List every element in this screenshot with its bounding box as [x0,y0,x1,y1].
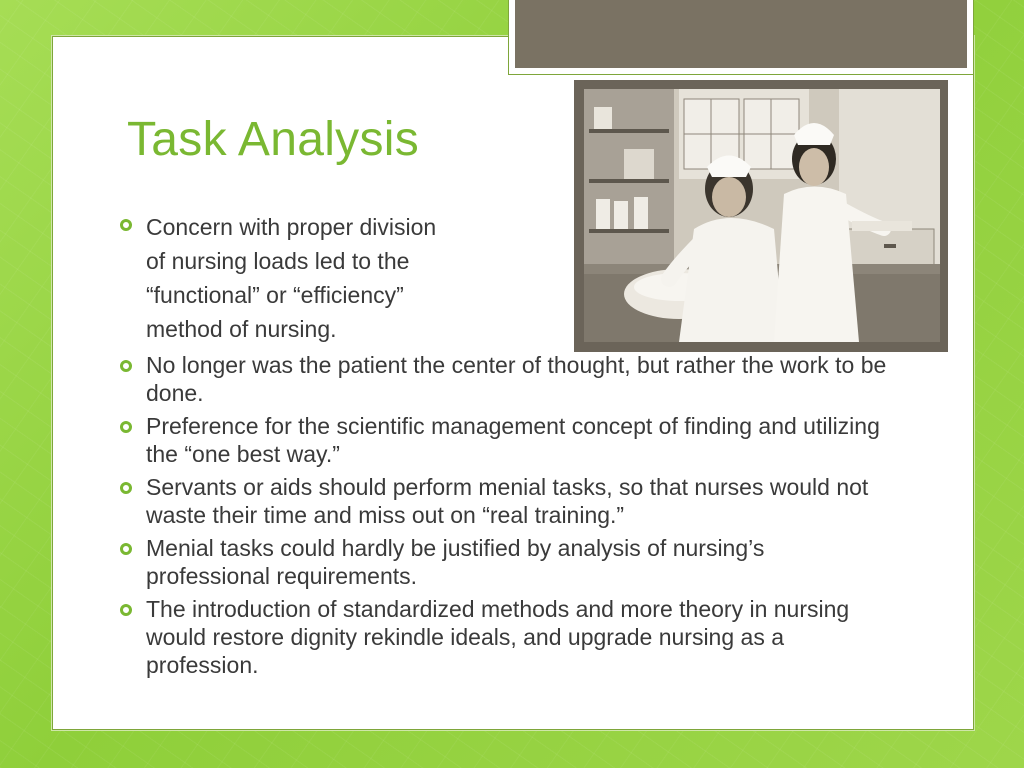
bullet-text-line: of nursing loads led to the [146,248,410,274]
bullet-list [118,210,888,684]
bullet-item [118,210,556,346]
bullet-item [118,534,888,590]
bullet-item [118,595,888,679]
top-tab-fill [515,0,967,68]
bullet-item [118,351,888,407]
bullet-circle-icon [120,421,132,433]
bullet-text-line: “functional” or “efficiency” [146,282,404,308]
bullet-circle-icon [120,219,132,231]
bullet-text: Menial tasks could hardly be justified by analysis of nursing’s professional requirements. [146,535,765,589]
bullet-circle-icon [120,543,132,555]
bullet-circle-icon [120,604,132,616]
bullet-text: Preference for the scientific management concept of finding and utilizing the “one best way.” [146,413,880,467]
bullet-text: Servants or aids should perform menial tasks, so that nurses would not waste their time and miss out on “real training.” [146,474,869,528]
bullet-text: No longer was the patient the center of thought, but rather the work to be done. [146,352,887,406]
bullet-text-line: method of nursing. [146,316,337,342]
bullet-item [118,412,888,468]
top-decorative-tab [508,0,974,75]
bullet-circle-icon [120,482,132,494]
bullet-text-line: Concern with proper division [146,214,437,240]
bullet-circle-icon [120,360,132,372]
bullet-item [118,473,888,529]
bullet-text: The introduction of standardized methods and more theory in nursing would restore dignity rekindle ideals, and upgrade nursing as a profession. [146,596,850,678]
slide-title: Task Analysis [127,113,420,166]
